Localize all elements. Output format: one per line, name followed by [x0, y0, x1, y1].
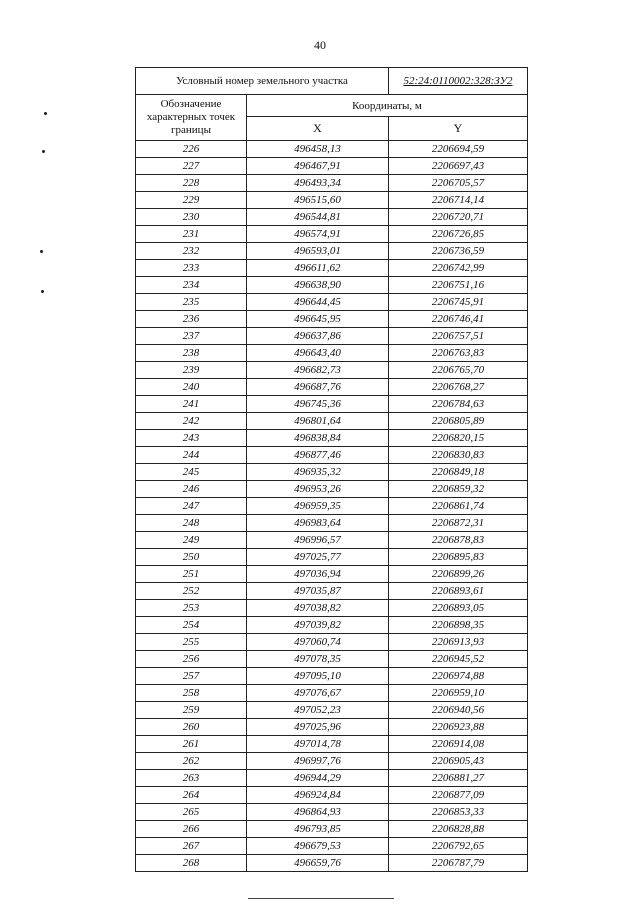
x-coordinate-cell: 496864,93	[247, 804, 389, 821]
scan-mark	[40, 250, 43, 253]
y-coordinate-cell: 2206974,88	[389, 668, 528, 685]
point-number-cell: 226	[136, 141, 247, 158]
table-row	[136, 753, 528, 770]
point-number-cell: 243	[136, 430, 247, 447]
table-row	[136, 209, 528, 226]
x-coordinate-cell: 497025,77	[247, 549, 389, 566]
x-coordinate-cell: 497095,10	[247, 668, 389, 685]
table-row	[136, 260, 528, 277]
table-row	[136, 600, 528, 617]
y-coordinate-cell: 2206720,71	[389, 209, 528, 226]
x-coordinate-cell: 496953,26	[247, 481, 389, 498]
scan-mark	[44, 112, 47, 115]
point-number-cell: 260	[136, 719, 247, 736]
y-coordinate-cell: 2206905,43	[389, 753, 528, 770]
coordinates-header: Координаты, м	[247, 95, 528, 117]
table-row	[136, 634, 528, 651]
x-coordinate-cell: 496959,35	[247, 498, 389, 515]
table-row	[136, 838, 528, 855]
x-coordinate-cell: 497078,35	[247, 651, 389, 668]
table-row	[136, 515, 528, 532]
parcel-label: Условный номер земельного участка	[136, 68, 389, 95]
point-number-cell: 248	[136, 515, 247, 532]
x-coordinate-cell: 497052,23	[247, 702, 389, 719]
table-row	[136, 362, 528, 379]
table-row	[136, 379, 528, 396]
x-coordinate-cell: 497036,94	[247, 566, 389, 583]
table-row	[136, 192, 528, 209]
table-row	[136, 396, 528, 413]
point-number-cell: 263	[136, 770, 247, 787]
x-coordinate-cell: 497039,82	[247, 617, 389, 634]
point-number-cell: 240	[136, 379, 247, 396]
y-coordinate-cell: 2206765,70	[389, 362, 528, 379]
scan-mark	[42, 150, 45, 153]
point-number-cell: 228	[136, 175, 247, 192]
y-coordinate-cell: 2206697,43	[389, 158, 528, 175]
y-coordinate-cell: 2206878,83	[389, 532, 528, 549]
table-row	[136, 481, 528, 498]
point-number-cell: 255	[136, 634, 247, 651]
point-number-cell: 259	[136, 702, 247, 719]
y-coordinate-cell: 2206861,74	[389, 498, 528, 515]
point-number-cell: 230	[136, 209, 247, 226]
table-row	[136, 668, 528, 685]
y-coordinate-cell: 2206757,51	[389, 328, 528, 345]
x-coordinate-cell: 496637,86	[247, 328, 389, 345]
designation-header: Обозначение характерных точек границы	[136, 95, 247, 141]
y-coordinate-cell: 2206940,56	[389, 702, 528, 719]
x-coordinate-cell: 496996,57	[247, 532, 389, 549]
table-row	[136, 498, 528, 515]
point-number-cell: 239	[136, 362, 247, 379]
table-row	[136, 804, 528, 821]
point-number-cell: 231	[136, 226, 247, 243]
x-coordinate-cell: 496877,46	[247, 447, 389, 464]
point-number-cell: 256	[136, 651, 247, 668]
y-coordinate-cell: 2206805,89	[389, 413, 528, 430]
x-coordinate-cell: 496645,95	[247, 311, 389, 328]
point-number-cell: 265	[136, 804, 247, 821]
y-coordinate-cell: 2206899,26	[389, 566, 528, 583]
parcel-number	[389, 68, 528, 95]
point-number-cell: 249	[136, 532, 247, 549]
x-coordinate-cell: 497060,74	[247, 634, 389, 651]
point-number-cell: 238	[136, 345, 247, 362]
x-header: X	[247, 117, 389, 141]
x-coordinate-cell: 496687,76	[247, 379, 389, 396]
coordinates-table	[135, 67, 528, 872]
x-coordinate-cell: 496467,91	[247, 158, 389, 175]
y-coordinate-cell: 2206898,35	[389, 617, 528, 634]
x-coordinate-cell: 496924,84	[247, 787, 389, 804]
table-row	[136, 651, 528, 668]
table-row	[136, 447, 528, 464]
point-number-cell: 266	[136, 821, 247, 838]
y-header: Y	[389, 117, 528, 141]
y-coordinate-cell: 2206923,88	[389, 719, 528, 736]
x-coordinate-cell: 496574,91	[247, 226, 389, 243]
point-number-cell: 246	[136, 481, 247, 498]
table-row	[136, 685, 528, 702]
table-row	[136, 464, 528, 481]
point-number-cell: 235	[136, 294, 247, 311]
y-coordinate-cell: 2206784,63	[389, 396, 528, 413]
footer-line	[248, 898, 394, 899]
point-number-cell: 237	[136, 328, 247, 345]
table-row	[136, 158, 528, 175]
y-coordinate-cell: 2206830,83	[389, 447, 528, 464]
parcel-header-row	[136, 68, 528, 95]
table-row	[136, 617, 528, 634]
y-coordinate-cell: 2206913,93	[389, 634, 528, 651]
point-number-cell: 257	[136, 668, 247, 685]
x-coordinate-cell: 496493,34	[247, 175, 389, 192]
y-coordinate-cell: 2206914,08	[389, 736, 528, 753]
x-coordinate-cell: 496644,45	[247, 294, 389, 311]
table-row	[136, 566, 528, 583]
x-coordinate-cell: 496801,64	[247, 413, 389, 430]
y-coordinate-cell: 2206877,09	[389, 787, 528, 804]
point-number-cell: 252	[136, 583, 247, 600]
y-coordinate-cell: 2206820,15	[389, 430, 528, 447]
x-coordinate-cell: 496838,84	[247, 430, 389, 447]
point-number-cell: 245	[136, 464, 247, 481]
x-coordinate-cell: 496983,64	[247, 515, 389, 532]
table-row	[136, 175, 528, 192]
x-coordinate-cell: 496643,40	[247, 345, 389, 362]
y-coordinate-cell: 2206945,52	[389, 651, 528, 668]
y-coordinate-cell: 2206959,10	[389, 685, 528, 702]
x-coordinate-cell: 496544,81	[247, 209, 389, 226]
table-row	[136, 787, 528, 804]
y-coordinate-cell: 2206751,16	[389, 277, 528, 294]
point-number-cell: 258	[136, 685, 247, 702]
y-coordinate-cell: 2206859,32	[389, 481, 528, 498]
table-row	[136, 345, 528, 362]
point-number-cell: 227	[136, 158, 247, 175]
x-coordinate-cell: 496458,13	[247, 141, 389, 158]
point-number-cell: 268	[136, 855, 247, 872]
y-coordinate-cell: 2206768,27	[389, 379, 528, 396]
x-coordinate-cell: 496638,90	[247, 277, 389, 294]
table-row	[136, 736, 528, 753]
table-row	[136, 430, 528, 447]
x-coordinate-cell: 496997,76	[247, 753, 389, 770]
table-row	[136, 719, 528, 736]
y-coordinate-cell: 2206705,57	[389, 175, 528, 192]
point-number-cell: 254	[136, 617, 247, 634]
table-row	[136, 226, 528, 243]
point-number-cell: 233	[136, 260, 247, 277]
point-number-cell: 262	[136, 753, 247, 770]
point-number-cell: 232	[136, 243, 247, 260]
y-coordinate-cell: 2206895,83	[389, 549, 528, 566]
table-row	[136, 770, 528, 787]
x-coordinate-cell: 496944,29	[247, 770, 389, 787]
y-coordinate-cell: 2206742,99	[389, 260, 528, 277]
y-coordinate-cell: 2206872,31	[389, 515, 528, 532]
table-row	[136, 549, 528, 566]
table-row	[136, 855, 528, 872]
point-number-cell: 251	[136, 566, 247, 583]
point-number-cell: 253	[136, 600, 247, 617]
x-coordinate-cell: 497038,82	[247, 600, 389, 617]
point-number-cell: 241	[136, 396, 247, 413]
x-coordinate-cell: 496745,36	[247, 396, 389, 413]
point-number-cell: 229	[136, 192, 247, 209]
y-coordinate-cell: 2206893,05	[389, 600, 528, 617]
table-row	[136, 328, 528, 345]
x-coordinate-cell: 496679,53	[247, 838, 389, 855]
x-coordinate-cell: 497076,67	[247, 685, 389, 702]
table-row	[136, 583, 528, 600]
point-number-cell: 242	[136, 413, 247, 430]
point-number-cell: 250	[136, 549, 247, 566]
point-number-cell: 247	[136, 498, 247, 515]
point-number-cell: 244	[136, 447, 247, 464]
scan-mark	[41, 290, 44, 293]
point-number-cell: 234	[136, 277, 247, 294]
point-number-cell: 261	[136, 736, 247, 753]
page-number: 40	[314, 38, 326, 52]
y-coordinate-cell: 2206828,88	[389, 821, 528, 838]
table-row	[136, 413, 528, 430]
table-row	[136, 277, 528, 294]
x-coordinate-cell: 496682,73	[247, 362, 389, 379]
y-coordinate-cell: 2206694,59	[389, 141, 528, 158]
point-number-cell: 264	[136, 787, 247, 804]
x-coordinate-cell: 497025,96	[247, 719, 389, 736]
table-row	[136, 311, 528, 328]
y-coordinate-cell: 2206893,61	[389, 583, 528, 600]
y-coordinate-cell: 2206726,85	[389, 226, 528, 243]
x-coordinate-cell: 497014,78	[247, 736, 389, 753]
parcel-number-text: 52:24:0110002:328:ЗУ2	[403, 75, 513, 87]
point-number-cell: 267	[136, 838, 247, 855]
x-coordinate-cell: 496793,85	[247, 821, 389, 838]
table-row	[136, 294, 528, 311]
point-number-cell: 236	[136, 311, 247, 328]
y-coordinate-cell: 2206745,91	[389, 294, 528, 311]
y-coordinate-cell: 2206881,27	[389, 770, 528, 787]
x-coordinate-cell: 496611,62	[247, 260, 389, 277]
x-coordinate-cell: 497035,87	[247, 583, 389, 600]
y-coordinate-cell: 2206736,59	[389, 243, 528, 260]
table-row	[136, 532, 528, 549]
y-coordinate-cell: 2206763,83	[389, 345, 528, 362]
x-coordinate-cell: 496515,60	[247, 192, 389, 209]
x-coordinate-cell: 496659,76	[247, 855, 389, 872]
x-coordinate-cell: 496593,01	[247, 243, 389, 260]
y-coordinate-cell: 2206853,33	[389, 804, 528, 821]
table-row	[136, 243, 528, 260]
y-coordinate-cell: 2206792,65	[389, 838, 528, 855]
table-row	[136, 821, 528, 838]
x-coordinate-cell: 496935,32	[247, 464, 389, 481]
y-coordinate-cell: 2206787,79	[389, 855, 528, 872]
table-row	[136, 702, 528, 719]
y-coordinate-cell: 2206714,14	[389, 192, 528, 209]
y-coordinate-cell: 2206746,41	[389, 311, 528, 328]
y-coordinate-cell: 2206849,18	[389, 464, 528, 481]
table-row	[136, 141, 528, 158]
